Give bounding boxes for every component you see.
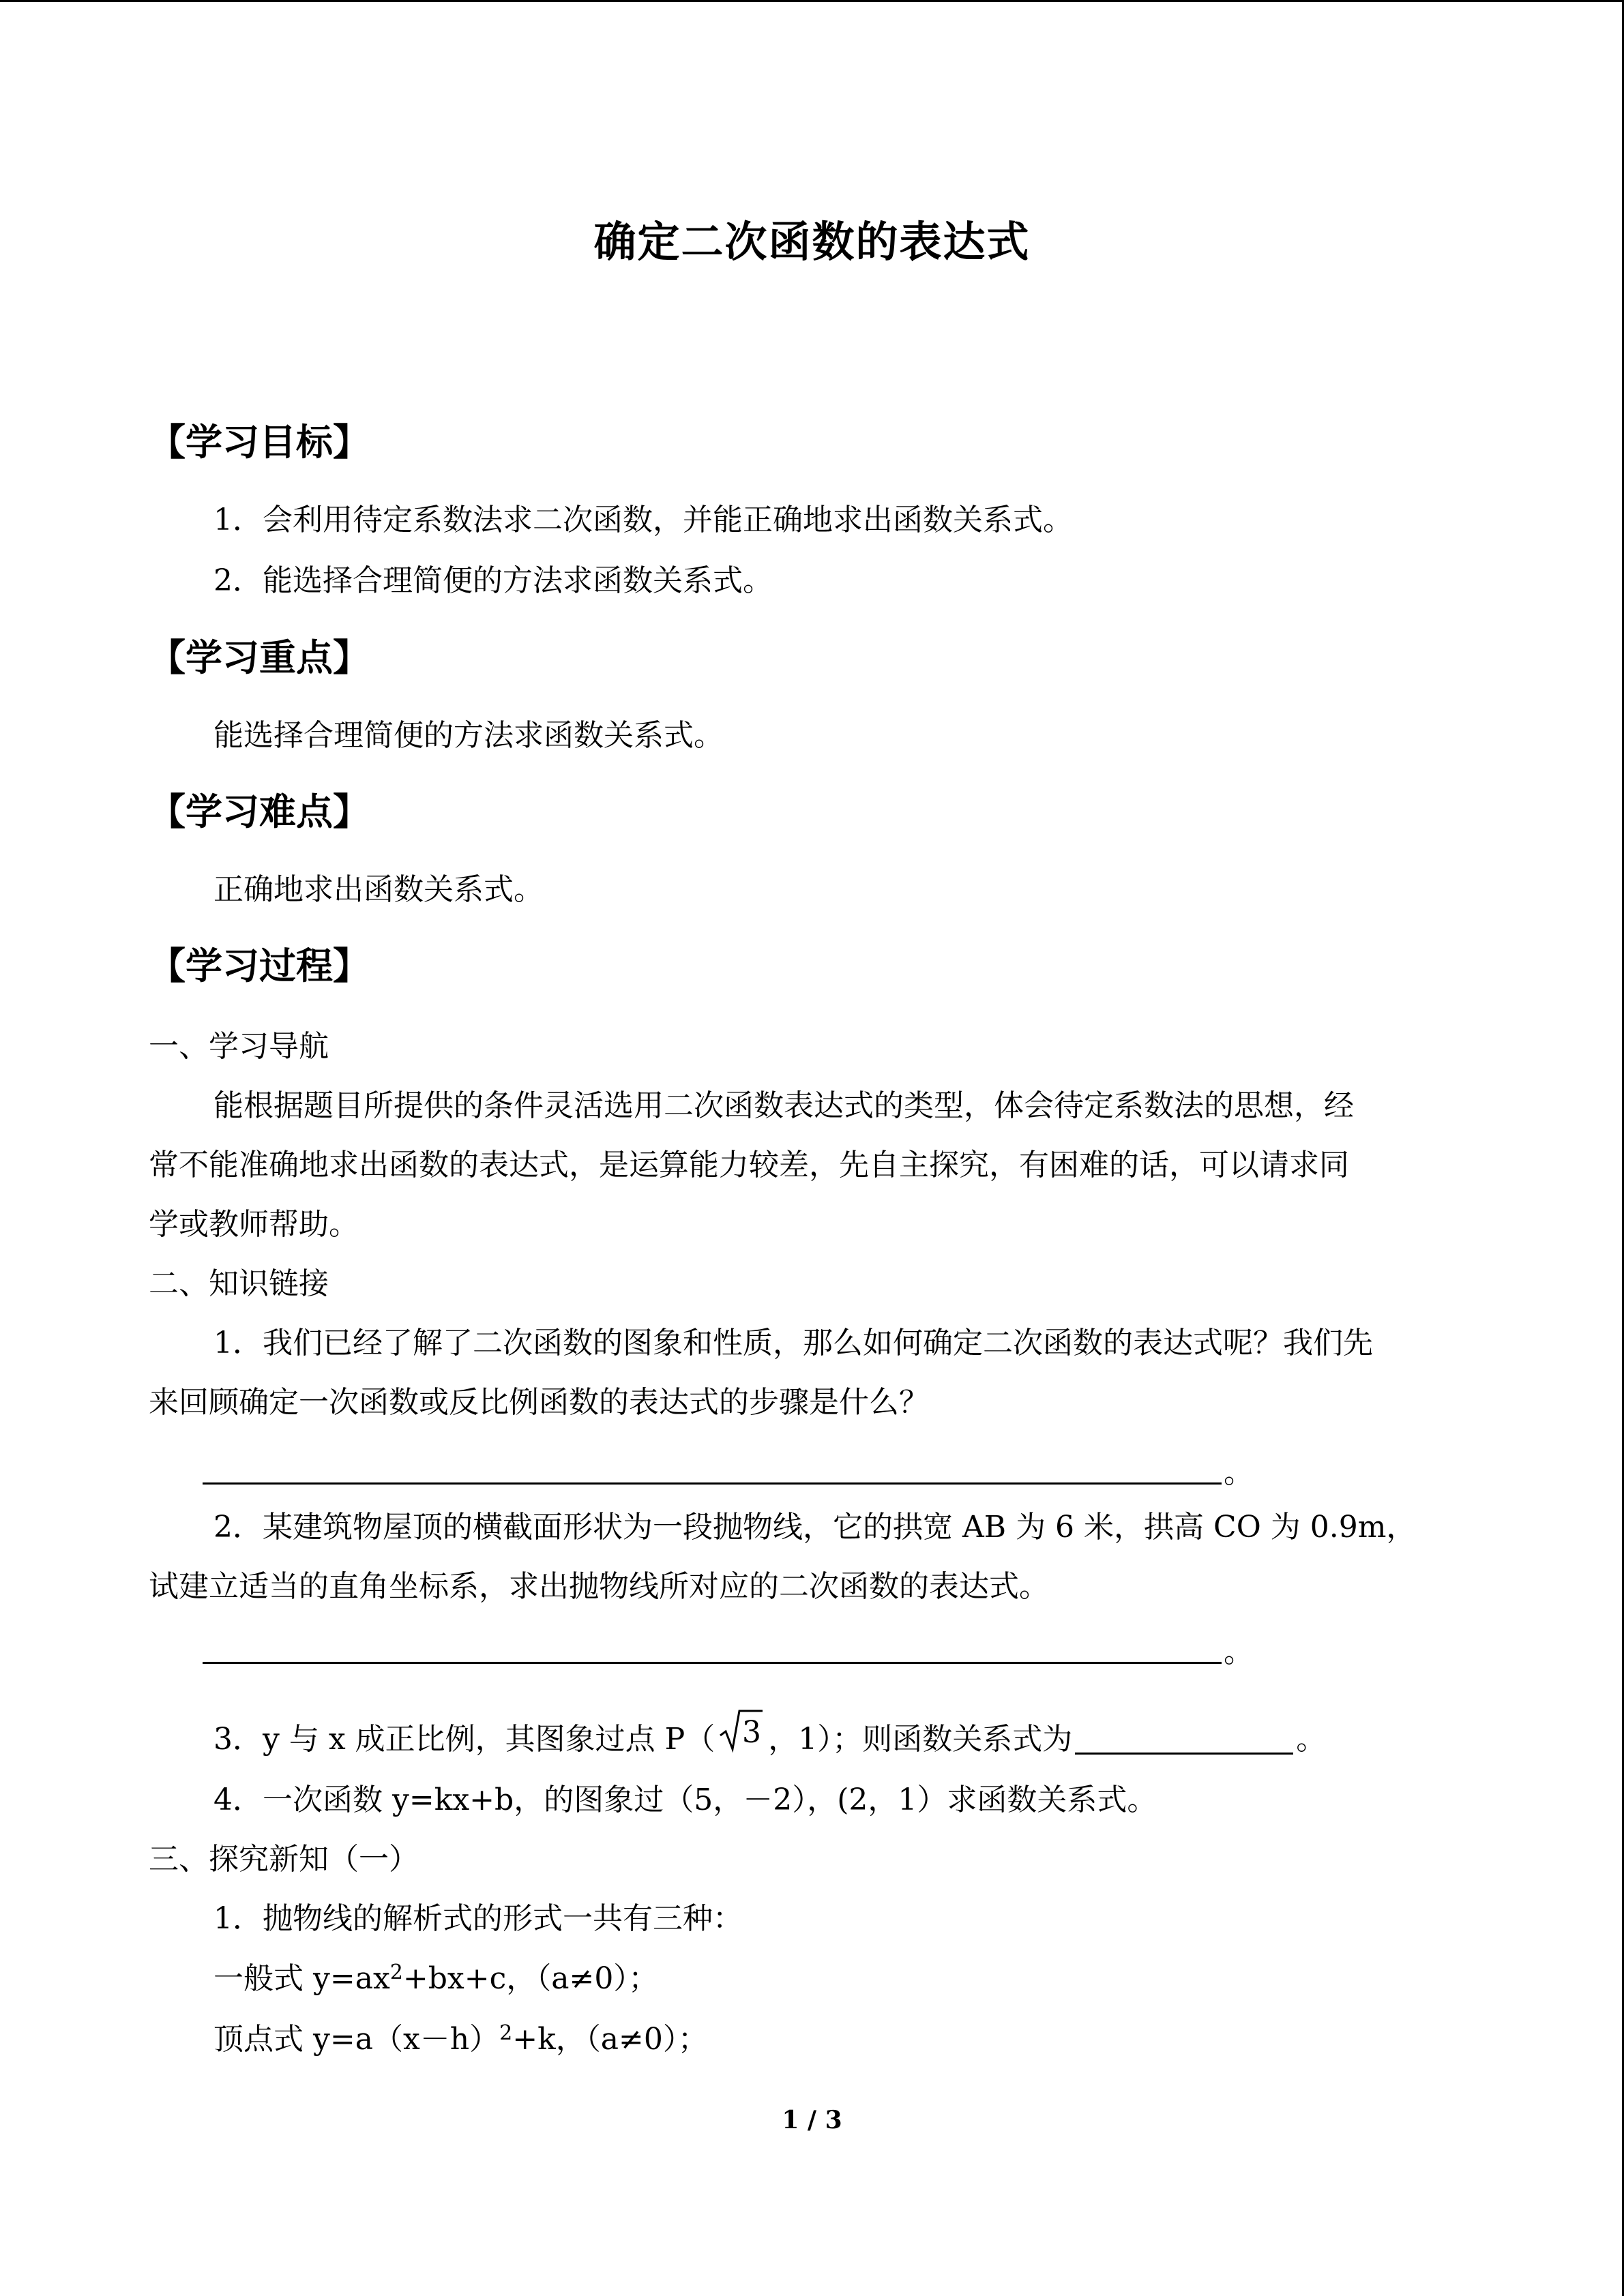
answer-blank-2-period: 。 [1224,1635,1254,1669]
explore-line-1: 1．抛物线的解析式的形式一共有三种： [213,1901,743,1936]
difficulty-1: 正确地求出函数关系式。 [213,872,544,907]
nav-paragraph-line-1: 能根据题目所提供的条件灵活选用二次函数表达式的类型，体会待定系数法的思想，经 [213,1088,1354,1123]
answer-blank-1-period: 。 [1224,1455,1254,1490]
question-3-middle: ，1）；则函数关系式为 [768,1722,1073,1757]
heading-difficulties: 【学习难点】 [149,790,370,833]
page-border-top [0,0,1624,2]
goal-1: 1．会利用待定系数法求二次函数，并能正确地求出函数关系式。 [213,503,1073,537]
vertex-form-exponent: 2 [499,2021,513,2045]
radical-sign-icon [719,1708,764,1753]
heading-key-points: 【学习重点】 [149,636,370,679]
question-2-line-2: 试建立适当的直角坐标系，求出抛物线所对应的二次函数的表达式。 [149,1569,1049,1604]
general-form-suffix: +bx+c，（a≠0）； [402,1961,659,1996]
explore-heading: 三、探究新知（一） [149,1842,419,1877]
answer-blank-1[interactable] [203,1482,1222,1485]
question-3-prefix: 3．y 与 x 成正比例，其图象过点 P（ [213,1722,715,1757]
answer-blank-3[interactable] [1075,1725,1293,1755]
goal-2: 2．能选择合理简便的方法求函数关系式。 [213,563,773,598]
vertex-form-prefix: 顶点式 y=a（x－h） [213,2022,500,2057]
question-3 [213,1708,1326,1755]
radicand: 3 [742,1715,762,1750]
question-1-line-2: 来回顾确定一次函数或反比例函数的表达式的步骤是什么？ [149,1385,929,1420]
nav-paragraph-line-2: 常不能准确地求出函数的表达式，是运算能力较差，先自主探究，有困难的话，可以请求同 [149,1148,1349,1182]
sqrt-three [719,1708,764,1754]
vertex-form [213,2021,708,2057]
page-title: 确定二次函数的表达式 [593,217,1031,267]
general-form-exponent: 2 [389,1960,403,1984]
question-2-line-1: 2．某建筑物屋顶的横截面形状为一段抛物线，它的拱宽 AB 为 6 米，拱高 CO 为 0.9m， [213,1510,1417,1545]
question-3-period: 。 [1296,1722,1327,1757]
general-form [213,1960,659,1996]
key-point-1: 能选择合理简便的方法求函数关系式。 [213,718,724,753]
heading-goals: 【学习目标】 [149,421,370,464]
link-heading: 二、知识链接 [149,1266,329,1301]
vertex-form-suffix: +k，（a≠0）； [512,2022,708,2057]
question-1-line-1: 1．我们已经了解了二次函数的图象和性质，那么如何确定二次函数的表达式呢？我们先 [213,1326,1373,1360]
question-4: 4．一次函数 y=kx+b，的图象过（5，－2），(2，1）求函数关系式。 [213,1783,1157,1817]
page-number: 1 / 3 [782,2106,842,2134]
heading-process: 【学习过程】 [149,944,370,987]
answer-blank-2[interactable] [203,1662,1222,1664]
nav-heading: 一、学习导航 [149,1029,329,1064]
general-form-prefix: 一般式 y=ax [213,1961,390,1996]
nav-paragraph-line-3: 学或教师帮助。 [149,1207,359,1242]
